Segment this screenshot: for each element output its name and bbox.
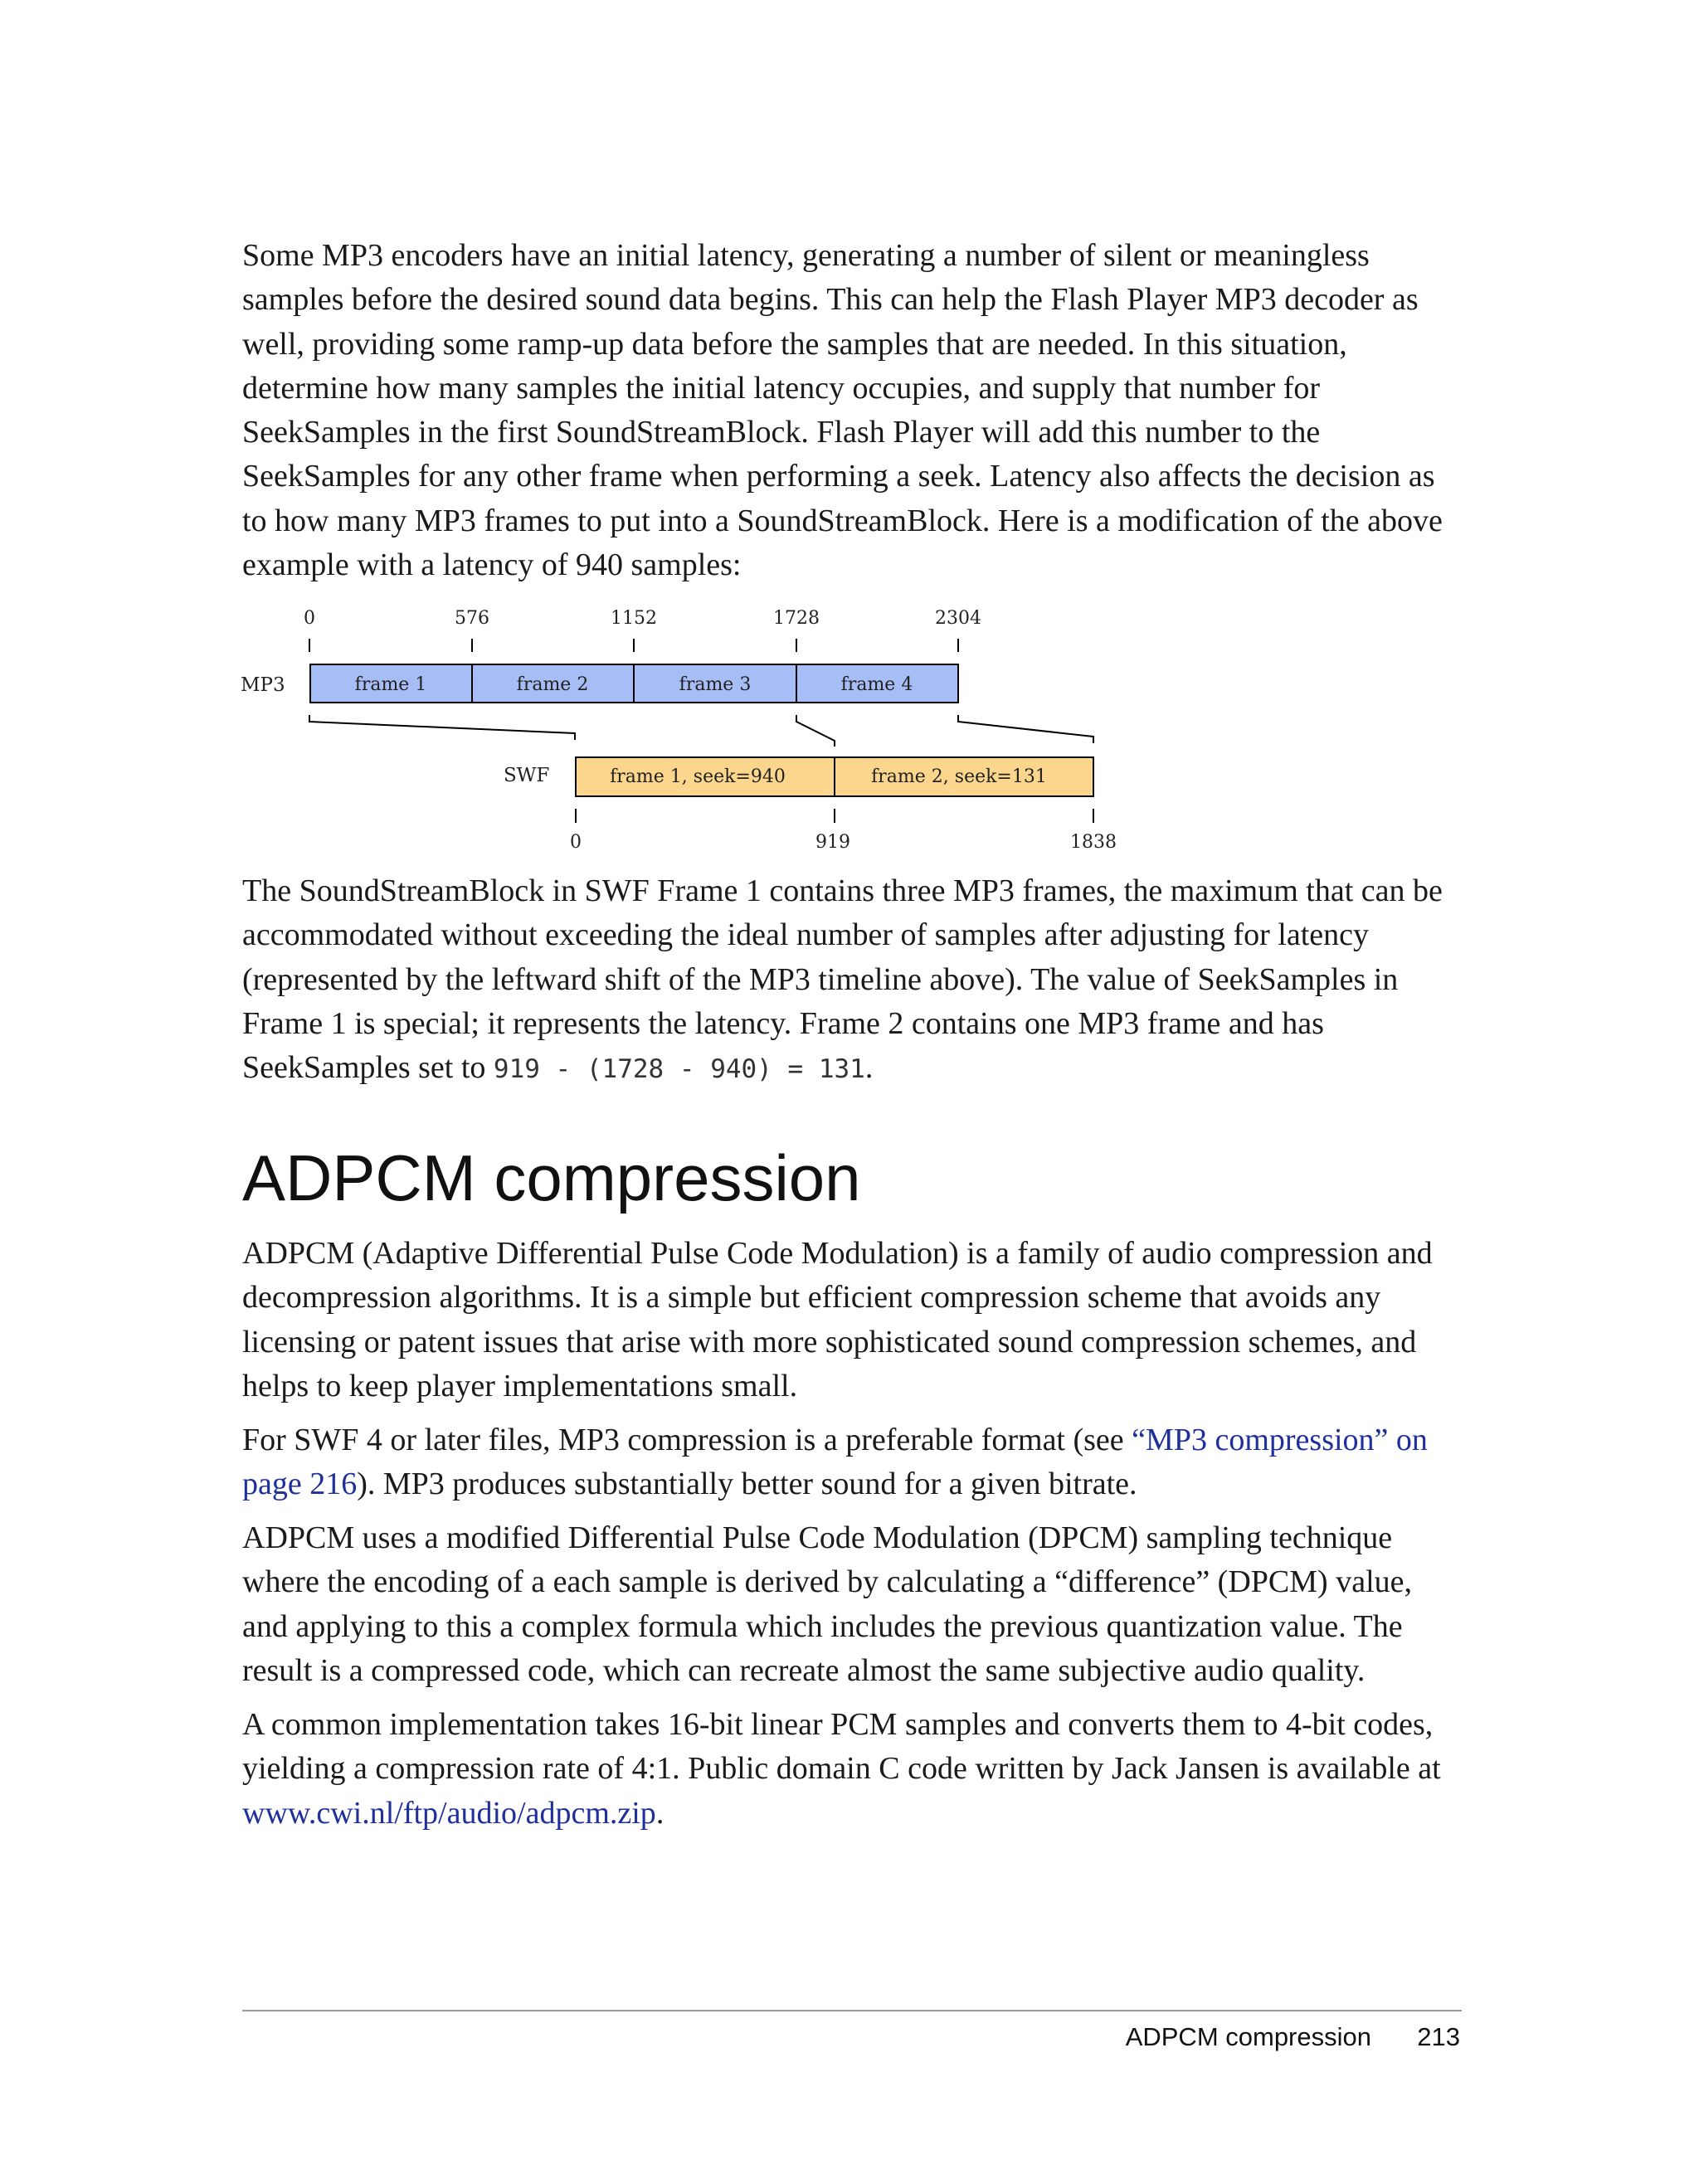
impl-text-before: A common implementation takes 16-bit linear PCM samples and converts them to 4-bit codes, yielding a compression rate of 4:1. Public domain C code written by Jack Jansen is available at: [242, 1707, 1441, 1787]
footer-section-title: ADPCM compression: [1125, 2022, 1371, 2051]
adpcm-zip-link[interactable]: www.cwi.nl/ftp/audio/adpcm.zip: [242, 1795, 656, 1831]
seek-formula-code: 919 - (1728 - 940) = 131: [493, 1054, 865, 1085]
impl-text-after: .: [655, 1795, 665, 1831]
mp3-tick-label: 1152: [611, 608, 657, 629]
mp3-frame-label: frame 4: [840, 674, 913, 695]
swf-tick-label: 919: [815, 832, 850, 853]
swf-frame-label: frame 2, seek=131: [871, 766, 1047, 787]
after-diagram-paragraph: [242, 869, 1462, 1092]
swf-frame-label: frame 1, seek=940: [610, 766, 786, 787]
swf-tick-label: 1838: [1070, 832, 1117, 853]
mp3-row-label: MP3: [241, 674, 285, 696]
mapping-connector: [796, 715, 835, 747]
latency-diagram: [0, 0, 1699, 863]
swf4-text-before: For SWF 4 or later files, MP3 compression is a preferable format (see: [242, 1423, 1132, 1457]
mp3-tick-label: 576: [455, 608, 489, 629]
adpcm-paragraph: ADPCM (Adaptive Differential Pulse Code Modulation) is a family of audio compression and decompression algorithms. It is a simple but efficient compression scheme that avoids any licensing or patent issues that arise with more sophisticated sound compression schemes, and helps to keep player implementations small.: [242, 1236, 1433, 1403]
mp3-tick-label: 0: [304, 608, 315, 629]
after-diagram-end: .: [864, 1050, 874, 1086]
mapping-connector: [958, 715, 1093, 743]
mp3-frame-label: frame 1: [354, 674, 427, 695]
footer-divider: [242, 2010, 1462, 2011]
swf4-paragraph: [242, 1418, 1462, 1507]
mapping-connector: [309, 715, 575, 740]
mp3-frame-label: frame 3: [679, 674, 752, 695]
swf-tick-label: 0: [570, 832, 582, 853]
mp3-compression-link[interactable]: “MP3 compression” on page 216: [242, 1423, 1428, 1502]
implementation-paragraph: [242, 1703, 1462, 1836]
dpcm-paragraph: ADPCM uses a modified Differential Pulse Code Modulation (DPCM) sampling technique where the encoding of a each sample is derived by calculating a “difference” (DPCM) value, and applying to this a complex formula which includes the previous quantization value. The result is a compressed code, which can recreate almost the same subjective audio quality.: [242, 1520, 1412, 1688]
swf-row-label: SWF: [504, 765, 550, 786]
intro-paragraph: Some MP3 encoders have an initial latency, generating a number of silent or meaningless samples before the desired sound data begins. This can help the Flash Player MP3 decoder as well, providing some ramp-up data before the samples that are needed. In this situation, determine how many samples the initial latency occupies, and supply that number for SeekSamples in the first SoundStreamBlock. Flash Player will add this number to the SeekSamples for any other frame when performing a seek. Latency also affects the decision as to how many MP3 frames to put into a SoundStreamBlock. Here is a modification of the above example with a latency of 940 samples:: [242, 238, 1443, 583]
mp3-frame-label: frame 2: [516, 674, 589, 695]
mp3-tick-label: 1728: [773, 608, 820, 629]
swf4-text-after: ). MP3 produces substantially better sound for a given bitrate.: [357, 1467, 1137, 1502]
section-heading: ADPCM compression: [242, 1141, 861, 1214]
mp3-tick-label: 2304: [935, 608, 981, 629]
footer-page-number: 213: [1417, 2022, 1460, 2051]
after-diagram-text: The SoundStreamBlock in SWF Frame 1 contains three MP3 frames, the maximum that can be accommodated without exceeding the ideal number of samples after adjusting for latency (represented by the leftward shift of the MP3 timeline above). The value of SeekSamples in Frame 1 is special; it represents the latency. Frame 2 contains one MP3 frame and has SeekSamples set to: [242, 873, 1443, 1086]
